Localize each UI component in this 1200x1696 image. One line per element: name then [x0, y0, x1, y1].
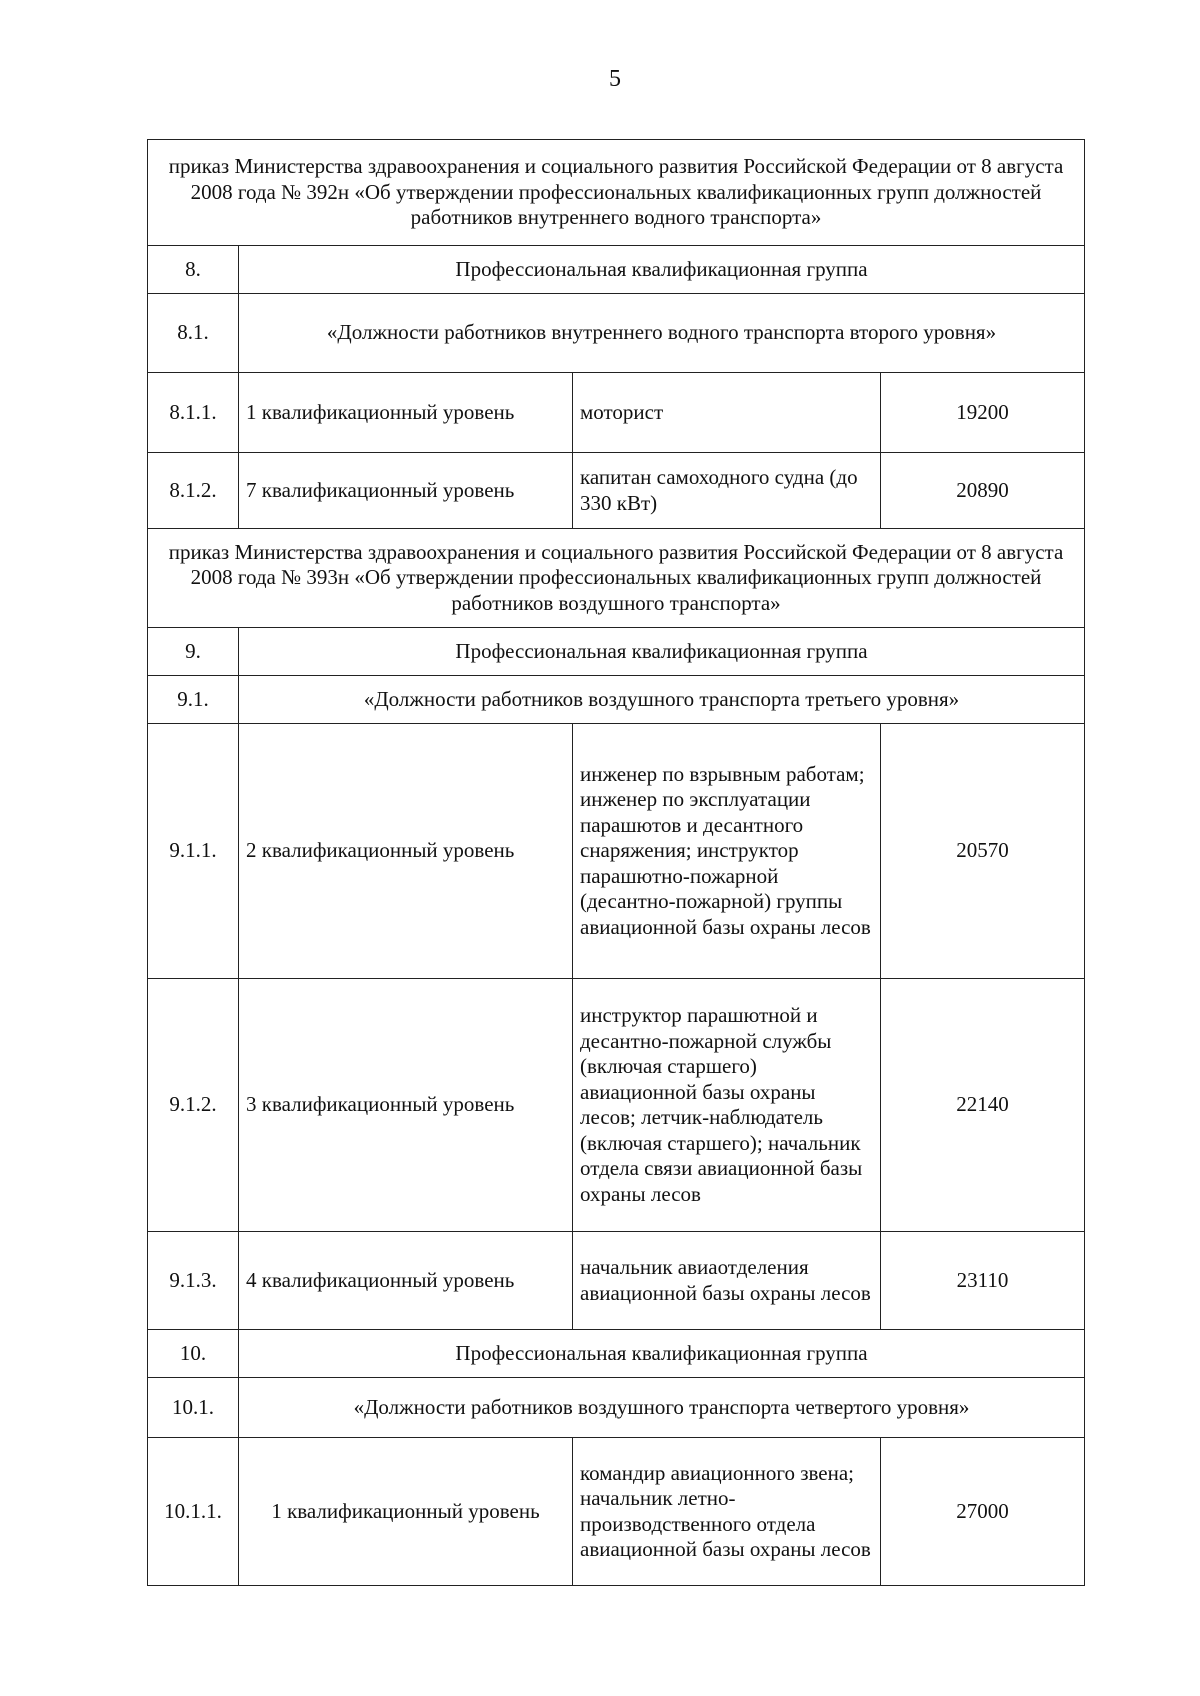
subgroup-title: «Должности работников внутреннего водного транспорта второго уровня» [239, 294, 1085, 373]
subgroup-title: «Должности работников воздушного транспорта четвертого уровня» [239, 1378, 1085, 1438]
salary: 22140 [881, 979, 1085, 1232]
pkg-label: Профессиональная квалификационная группа [239, 246, 1085, 294]
salary: 20890 [881, 453, 1085, 529]
salary: 27000 [881, 1438, 1085, 1586]
positions: инструктор парашютной и десантно-пожарной службы (включая старшего) авиационной базы охраны лесов; летчик-наблюдатель (включая старшего); начальник отдела связи авиационной базы охраны лесов [573, 979, 881, 1232]
row-number: 9.1.2. [148, 979, 239, 1232]
qualification-level: 3 квалификационный уровень [239, 979, 573, 1232]
subgroup-row [148, 1378, 1085, 1438]
positions: начальник авиаотделения авиационной базы охраны лесов [573, 1232, 881, 1330]
subgroup-row [148, 294, 1085, 373]
subgroup-title: «Должности работников воздушного транспорта третьего уровня» [239, 676, 1085, 724]
row-number: 9.1.3. [148, 1232, 239, 1330]
qualification-level: 1 квалификационный уровень [239, 1438, 573, 1586]
row-number: 8.1.1. [148, 373, 239, 453]
table-row [148, 1232, 1085, 1330]
subgroup-row [148, 676, 1085, 724]
pkg-row [148, 628, 1085, 676]
salary: 19200 [881, 373, 1085, 453]
table-row [148, 724, 1085, 979]
positions: инженер по взрывным работам; инженер по эксплуатации парашютов и десантного снаряжения; инструктор парашютно-пожарной (десантно-пожарной) группы авиационной базы охраны лесов [573, 724, 881, 979]
subgroup-number: 10.1. [148, 1378, 239, 1438]
pkg-number: 10. [148, 1330, 239, 1378]
table-row [148, 1438, 1085, 1586]
pkg-number: 9. [148, 628, 239, 676]
qualification-level: 7 квалификационный уровень [239, 453, 573, 529]
qualification-level: 2 квалификационный уровень [239, 724, 573, 979]
table-row [148, 979, 1085, 1232]
positions: моторист [573, 373, 881, 453]
qualification-level: 4 квалификационный уровень [239, 1232, 573, 1330]
pkg-number: 8. [148, 246, 239, 294]
row-number: 10.1.1. [148, 1438, 239, 1586]
qualification-groups-table [147, 139, 1085, 1586]
row-number: 9.1.1. [148, 724, 239, 979]
table-row [148, 373, 1085, 453]
subgroup-number: 9.1. [148, 676, 239, 724]
positions: капитан самоходного судна (до 330 кВт) [573, 453, 881, 529]
pkg-row [148, 246, 1085, 294]
order-text: приказ Министерства здравоохранения и социального развития Российской Федерации от 8 августа 2008 года № 392н «Об утверждении профессиональных квалификационных групп должностей работников внутреннего водного транспорта» [148, 140, 1085, 246]
pkg-label: Профессиональная квалификационная группа [239, 628, 1085, 676]
table-row [148, 453, 1085, 529]
order-row [148, 140, 1085, 246]
order-text: приказ Министерства здравоохранения и социального развития Российской Федерации от 8 августа 2008 года № 393н «Об утверждении профессиональных квалификационных групп должностей работников воздушного транспорта» [148, 529, 1085, 628]
page-number: 5 [609, 66, 621, 92]
pkg-row [148, 1330, 1085, 1378]
pkg-label: Профессиональная квалификационная группа [239, 1330, 1085, 1378]
subgroup-number: 8.1. [148, 294, 239, 373]
positions: командир авиационного звена; начальник летно-производственного отдела авиационной базы охраны лесов [573, 1438, 881, 1586]
order-row [148, 529, 1085, 628]
qualification-level: 1 квалификационный уровень [239, 373, 573, 453]
row-number: 8.1.2. [148, 453, 239, 529]
salary: 23110 [881, 1232, 1085, 1330]
salary: 20570 [881, 724, 1085, 979]
